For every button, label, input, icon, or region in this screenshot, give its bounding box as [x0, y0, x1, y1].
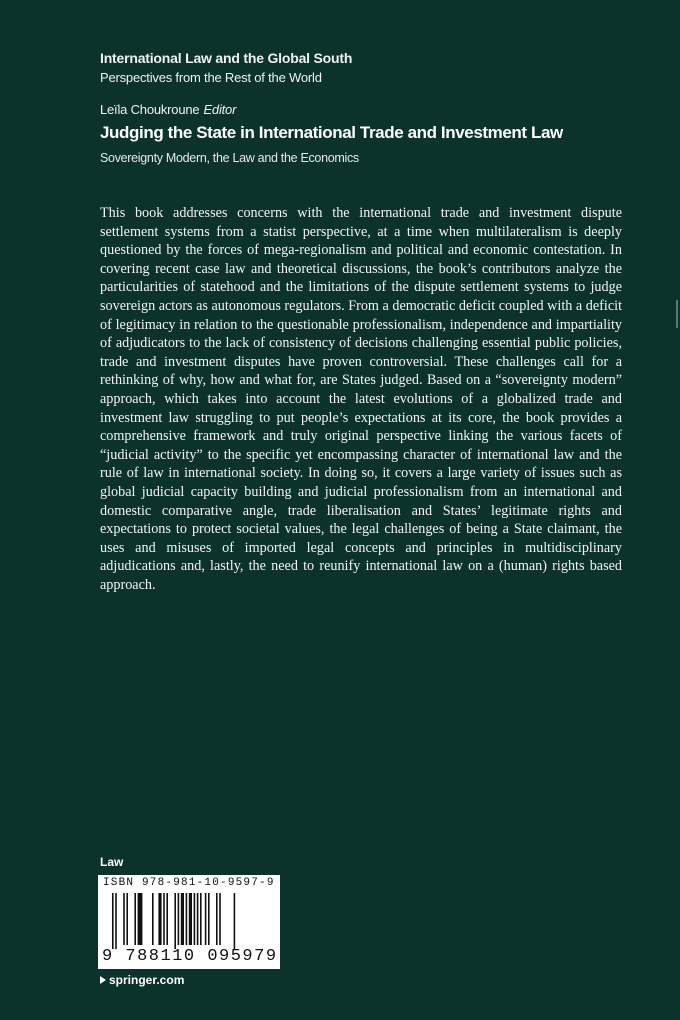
barcode-bar — [126, 893, 128, 945]
editor-name: Leïla Choukroune — [100, 102, 200, 117]
barcode-bar — [194, 893, 196, 945]
barcode-bar — [219, 893, 221, 945]
editor-line — [100, 101, 236, 119]
barcode-bar — [134, 893, 136, 945]
editor-role: Editor — [203, 102, 237, 117]
barcode-bar — [115, 893, 117, 949]
publisher-url: springer.com — [109, 973, 185, 987]
isbn-label: ISBN 978-981-10-9597-9 — [103, 877, 275, 889]
book-description: This book addresses concerns with the international trade and investment dispute settlement systems from a statist perspective, at a time when multilateralism is deeply questioned by the forces of mega-regionalism and political and economic contestation. In covering recent case law and theoretical discussions, the book’s contributors analyze the particularities of statehood and the limitations of the dispute settlement systems to judge sovereign actors as autonomous regulators. From a democratic deficit coupled with a deficit of legitimacy in relation to the questionable professionalism, independence and impartiality of adjudicators to the lack of consistency of decisions challenging essential public policies, trade and investment disputes have proven controversial. These challenges call for a rethinking of why, how and what for, are States judged. Based on a “sovereignty modern” approach, which takes into account the latest evolutions of a globalized trade and investment law struggling to put people’s expectations at its core, the book provides a comprehensive framework and truly original perspective linking the various facets of “judicial activity” to the specific yet encompassing character of international law and the rule of law in international society. In doing so, it covers a large variety of issues such as global judicial capacity building and judicial professionalism from an international and domestic comparative angle, trade liberalisation and States’ legitimate rights and expectations to protect societal values, the legal challenges of being a State claimant, the uses and misuses of imported legal concepts and principles in multidisciplinary adjudications and, lastly, the need to reunify international law on a (human) rights based approach. — [100, 205, 623, 593]
series-subtitle: Perspectives from the Rest of the World — [100, 70, 322, 85]
barcode-bar — [189, 893, 192, 945]
barcode-bar — [152, 893, 154, 945]
book-title: Judging the State in International Trade and Investment Law — [100, 123, 563, 142]
barcode-bar — [158, 893, 161, 945]
barcode-bar — [138, 893, 143, 945]
barcode-bar — [178, 893, 180, 945]
edge-mark — [676, 300, 678, 328]
barcode-bar — [112, 893, 114, 949]
isbn-barcode — [98, 875, 280, 969]
barcode-bar — [216, 893, 218, 945]
series-title: International Law and the Global South — [100, 50, 353, 66]
ean-digits: 9 788110 095979 — [102, 947, 278, 966]
publisher-link[interactable] — [100, 973, 184, 987]
barcode-bar — [200, 893, 202, 945]
barcode-bar — [197, 893, 199, 945]
barcode-bar — [163, 893, 165, 945]
barcode-bar — [186, 893, 188, 945]
barcode-bar — [205, 893, 207, 945]
arrow-right-icon — [100, 976, 106, 984]
barcode-bar — [181, 893, 184, 945]
barcode-bar — [174, 893, 176, 949]
series-header — [100, 48, 352, 88]
barcode-bar — [208, 893, 210, 945]
barcode-bar — [166, 893, 168, 945]
barcode-bar — [234, 893, 236, 949]
barcode-bar — [123, 893, 125, 945]
subject-category: Law — [100, 855, 124, 869]
book-subtitle: Sovereignty Modern, the Law and the Economics — [100, 151, 359, 165]
